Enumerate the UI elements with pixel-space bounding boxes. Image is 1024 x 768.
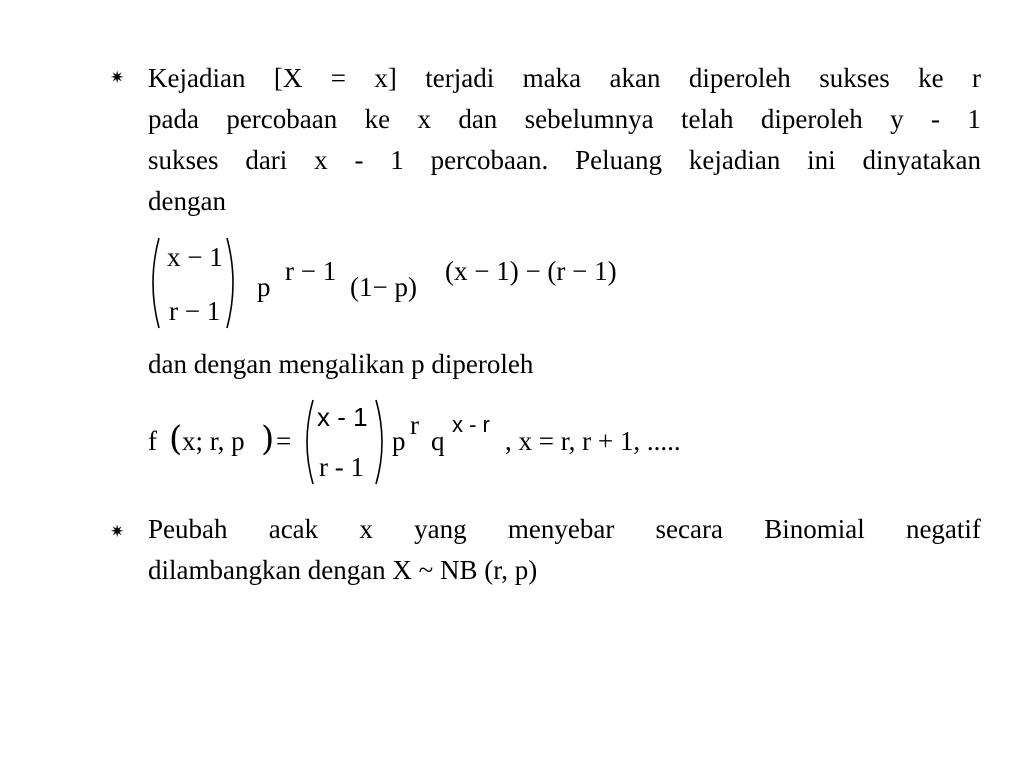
bullet1-line-4: dengan <box>148 186 226 216</box>
exponent-p: r − 1 <box>285 256 337 286</box>
word: 1 <box>390 145 404 175</box>
bullet-star-icon: ✷ <box>110 522 125 542</box>
connector-text: dan dengan mengalikan p diperoleh <box>148 349 534 379</box>
exponent-factor: (x − 1) − (r − 1) <box>445 256 617 286</box>
word: yang <box>414 514 467 544</box>
word: maka <box>522 63 582 93</box>
word: negatif <box>905 514 981 544</box>
binomial-bottom: r - 1 <box>319 452 364 482</box>
bullet2-paragraph <box>148 509 981 591</box>
function-args: x; r, p <box>182 426 245 456</box>
word: sebelumnya <box>524 104 654 134</box>
base-q: q <box>431 426 445 456</box>
word: Peluang <box>575 145 663 175</box>
base-p: p <box>257 272 271 302</box>
word: menyebar <box>507 514 615 544</box>
word: x <box>359 514 373 544</box>
binomial-bottom: r − 1 <box>169 296 221 326</box>
word: 1 <box>967 104 981 134</box>
binomial-left-paren-icon <box>299 398 315 486</box>
bullet1-paragraph <box>148 58 981 222</box>
word: terjadi <box>425 63 495 93</box>
word: diperoleh <box>688 63 791 93</box>
word: diperoleh <box>760 104 863 134</box>
word: kejadian <box>688 145 781 175</box>
equals-sign: = <box>276 426 292 456</box>
binomial-top: x - 1 <box>317 402 368 432</box>
word: r <box>971 63 981 93</box>
base-p: p <box>392 426 406 456</box>
factor-one-minus-p: (1− p) <box>350 272 417 302</box>
left-paren-icon: ( <box>169 419 183 459</box>
exponent-x-minus-r: x - r <box>452 412 490 437</box>
word: pada <box>148 104 199 134</box>
word: ke <box>364 104 391 134</box>
bullet1-line-2 <box>148 99 981 140</box>
word: x <box>417 104 431 134</box>
right-paren-icon: ) <box>261 419 275 459</box>
function-f: f <box>148 426 157 456</box>
word: telah <box>681 104 734 134</box>
word: x] <box>374 63 397 93</box>
word: percobaan <box>226 104 338 134</box>
word: - <box>354 145 364 175</box>
word: secara <box>655 514 723 544</box>
bullet1-line-3 <box>148 140 981 181</box>
word: ini <box>807 145 836 175</box>
word: dinyatakan <box>862 145 981 175</box>
word: Peubah <box>148 514 228 544</box>
bullet2-line-2: dilambangkan dengan X ~ NB (r, p) <box>148 555 538 585</box>
word: x <box>314 145 328 175</box>
formula-2 <box>145 396 745 490</box>
domain-text: , x = r, r + 1, ..... <box>505 426 681 456</box>
word: sukses <box>819 63 890 93</box>
word: dari <box>245 145 288 175</box>
binomial-top: x − 1 <box>167 242 223 272</box>
binomial-right-paren-icon <box>374 398 390 486</box>
bullet1-line-1 <box>148 58 981 99</box>
word: acak <box>268 514 319 544</box>
word: [X <box>273 63 303 93</box>
word: y <box>890 104 904 134</box>
word: Binomial <box>764 514 865 544</box>
bullet2-line-1 <box>148 509 981 550</box>
word: percobaan. <box>430 145 549 175</box>
word: - <box>931 104 941 134</box>
word: dan <box>458 104 498 134</box>
left-paren-icon <box>145 236 161 330</box>
right-paren-icon <box>225 236 241 330</box>
word: ke <box>918 63 944 93</box>
word: = <box>330 63 346 93</box>
bullet-star-icon: ✷ <box>110 68 125 88</box>
word: akan <box>609 63 661 93</box>
word: Kejadian <box>148 63 246 93</box>
exponent-r: r <box>410 410 419 440</box>
formula-1 <box>145 236 665 332</box>
word: sukses <box>148 145 219 175</box>
